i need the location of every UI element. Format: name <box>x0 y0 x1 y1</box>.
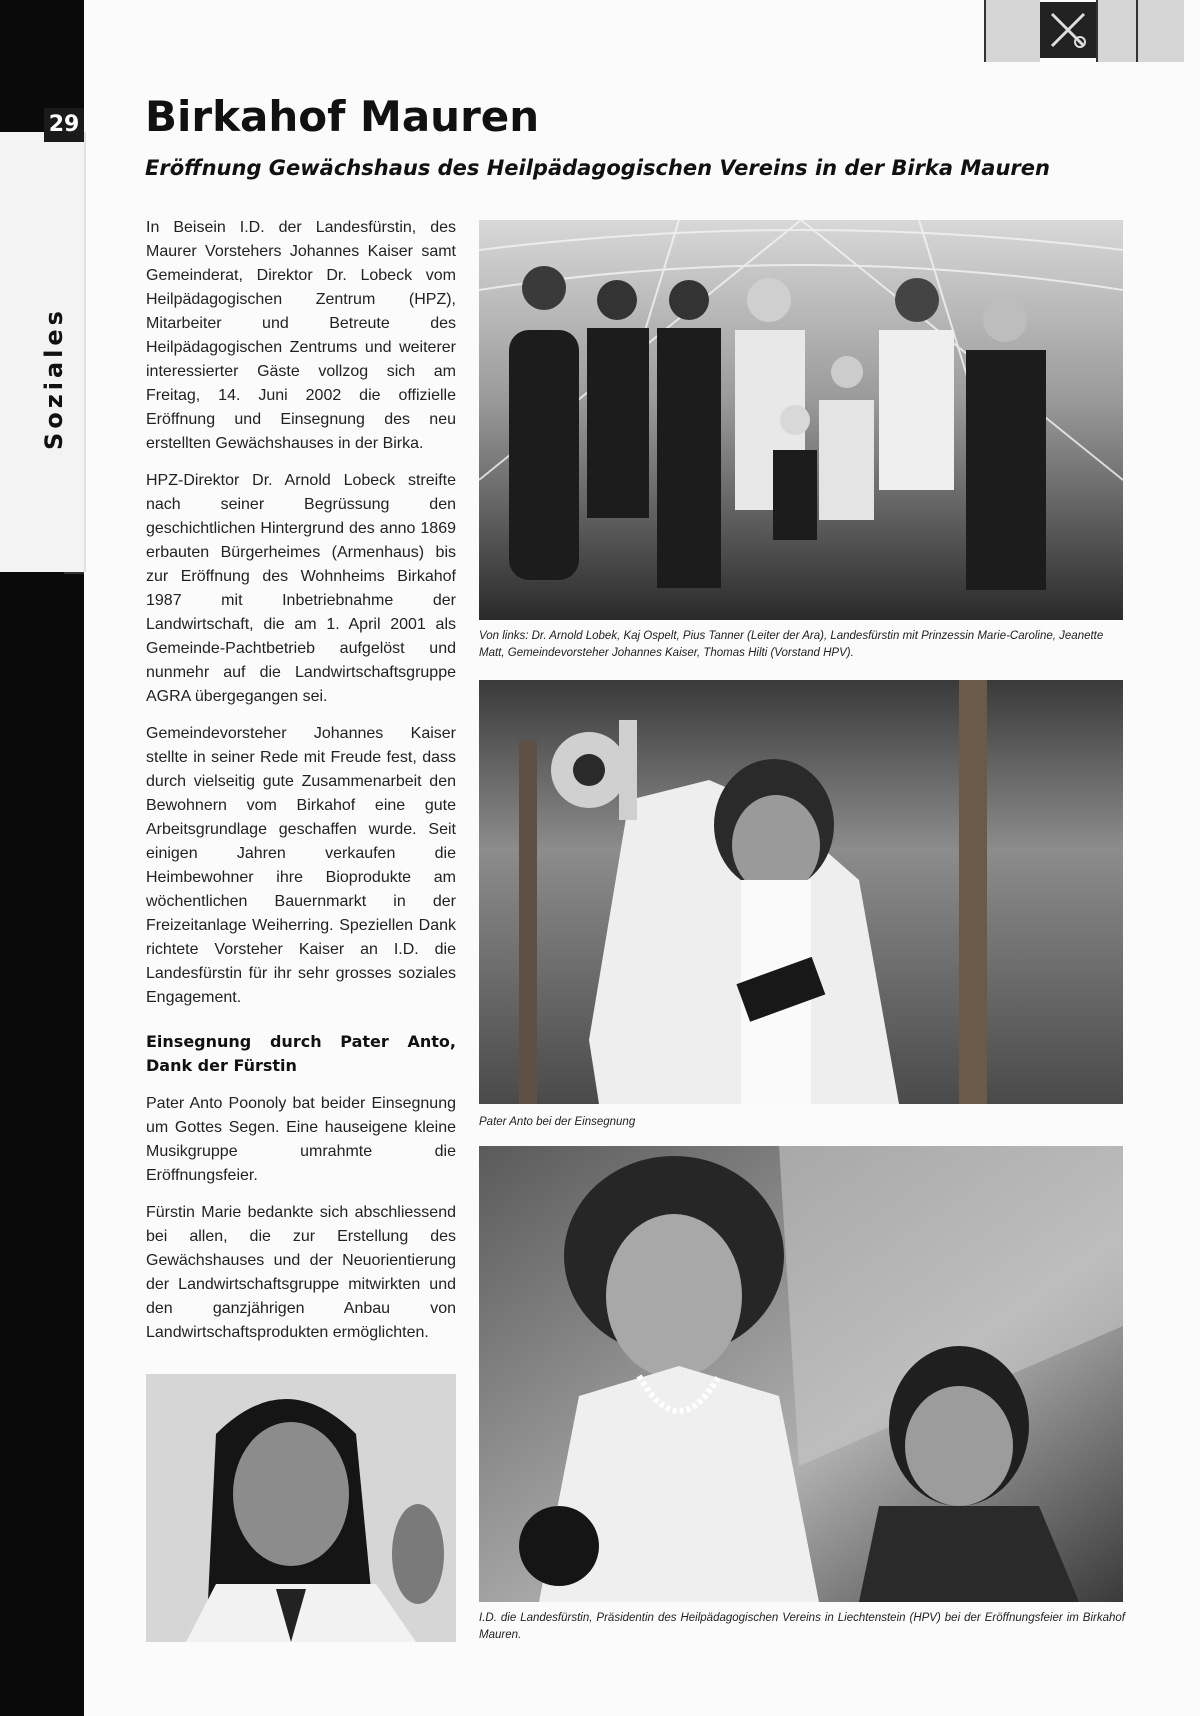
paragraph: Pater Anto Poonoly bat beider Einsegnung um Gottes Segen. Eine hauseigene kleine Musikgruppe umrahmte die Eröffnungsfeier. <box>146 1095 456 1184</box>
group-photo <box>479 220 1123 620</box>
paragraph: Gemeindevorsteher Johannes Kaiser stellte in seiner Rede mit Freude fest, dass durch vielseitig gute Zusammenarbeit den Bewohnern vom Birkahof eine gute Arbeitsgrundlage geschaffen wurde. Seit einigen Jahren verkaufen die Heimbewohner ihre Bioprodukte am wöchentlichen Bauernmarkt in der Freizeitanlage Weiherring. Speziellen Dank richtete Vorsteher Kaiser an I.D. die Landesfürstin für ihr sehr grosses soziales Engagement. <box>146 725 456 1006</box>
page-subtitle: Eröffnung Gewächshaus des Heilpädagogischen Vereins in der Birka Mauren <box>145 156 1050 180</box>
paragraph: Fürstin Marie bedankte sich abschliessend bei allen, die zur Erstellung des Gewächshauses und der Neuorientierung der Landwirtschaftsgruppe mitwirkten und den ganzjährigen Anbau von Landwirtschaftsprodukten ermöglichten. <box>146 1204 456 1341</box>
section-heading: Einsegnung durch Pater Anto, Dank der Fürstin <box>146 1032 456 1075</box>
caption: I.D. die Landesfürstin, Präsidentin des Heilpädagogischen Vereins in Liechtenstein (HPV) bei der Eröffnungsfeier im Birkahof Mauren. <box>479 1612 1125 1641</box>
princess-photo <box>479 1146 1123 1602</box>
divider <box>64 572 84 574</box>
caption: Pater Anto bei der Einsegnung <box>479 1116 636 1128</box>
tools-icon <box>1040 2 1096 58</box>
page-title: Birkahof Mauren <box>145 92 540 141</box>
caption: Von links: Dr. Arnold Lobek, Kaj Ospelt, Pius Tanner (Leiter der Ara), Landesfürstin mit Prinzessin Marie-Caroline, Jeanette Matt, Gemeindevorsteher Johannes Kaiser, Thomas Hilti (Vorstand HPV). <box>479 630 1104 659</box>
priest-photo <box>479 680 1123 1104</box>
portrait-photo <box>146 1374 456 1642</box>
paragraph: In Beisein I.D. der Landesfürstin, des Maurer Vorstehers Johannes Kaiser samt Gemeinderat, Direktor Dr. Lobeck vom Heilpädagogischen Zentrum (HPZ), Mitarbeiter und Betreute des Heilpädagogischen Zentrums und weiterer interessierter Gäste vollzog sich am Freitag, 14. Juni 2002 die offizielle Eröffnung und Einsegnung des neu erstellten Gewächshauses in der Birka. <box>146 219 456 452</box>
page-number: 29 <box>44 108 84 142</box>
article-column <box>146 216 456 1358</box>
section-label: Soziales <box>40 307 68 450</box>
paragraph: HPZ-Direktor Dr. Arnold Lobeck streifte nach seiner Begrüssung den geschichtlichen Hintergrund des anno 1869 erbauten Bürgerheimes (Armenhaus) bis zur Eröffnung des Wohnheims Birkahof 1987 mit Inbetriebnahme der Landwirtschaft, die am 1. April 2001 als Gemeinde-Pachtbetrieb aufgelöst und nunmehr auf die Landwirtschaftsgruppe AGRA übergegangen sei. <box>146 472 456 705</box>
